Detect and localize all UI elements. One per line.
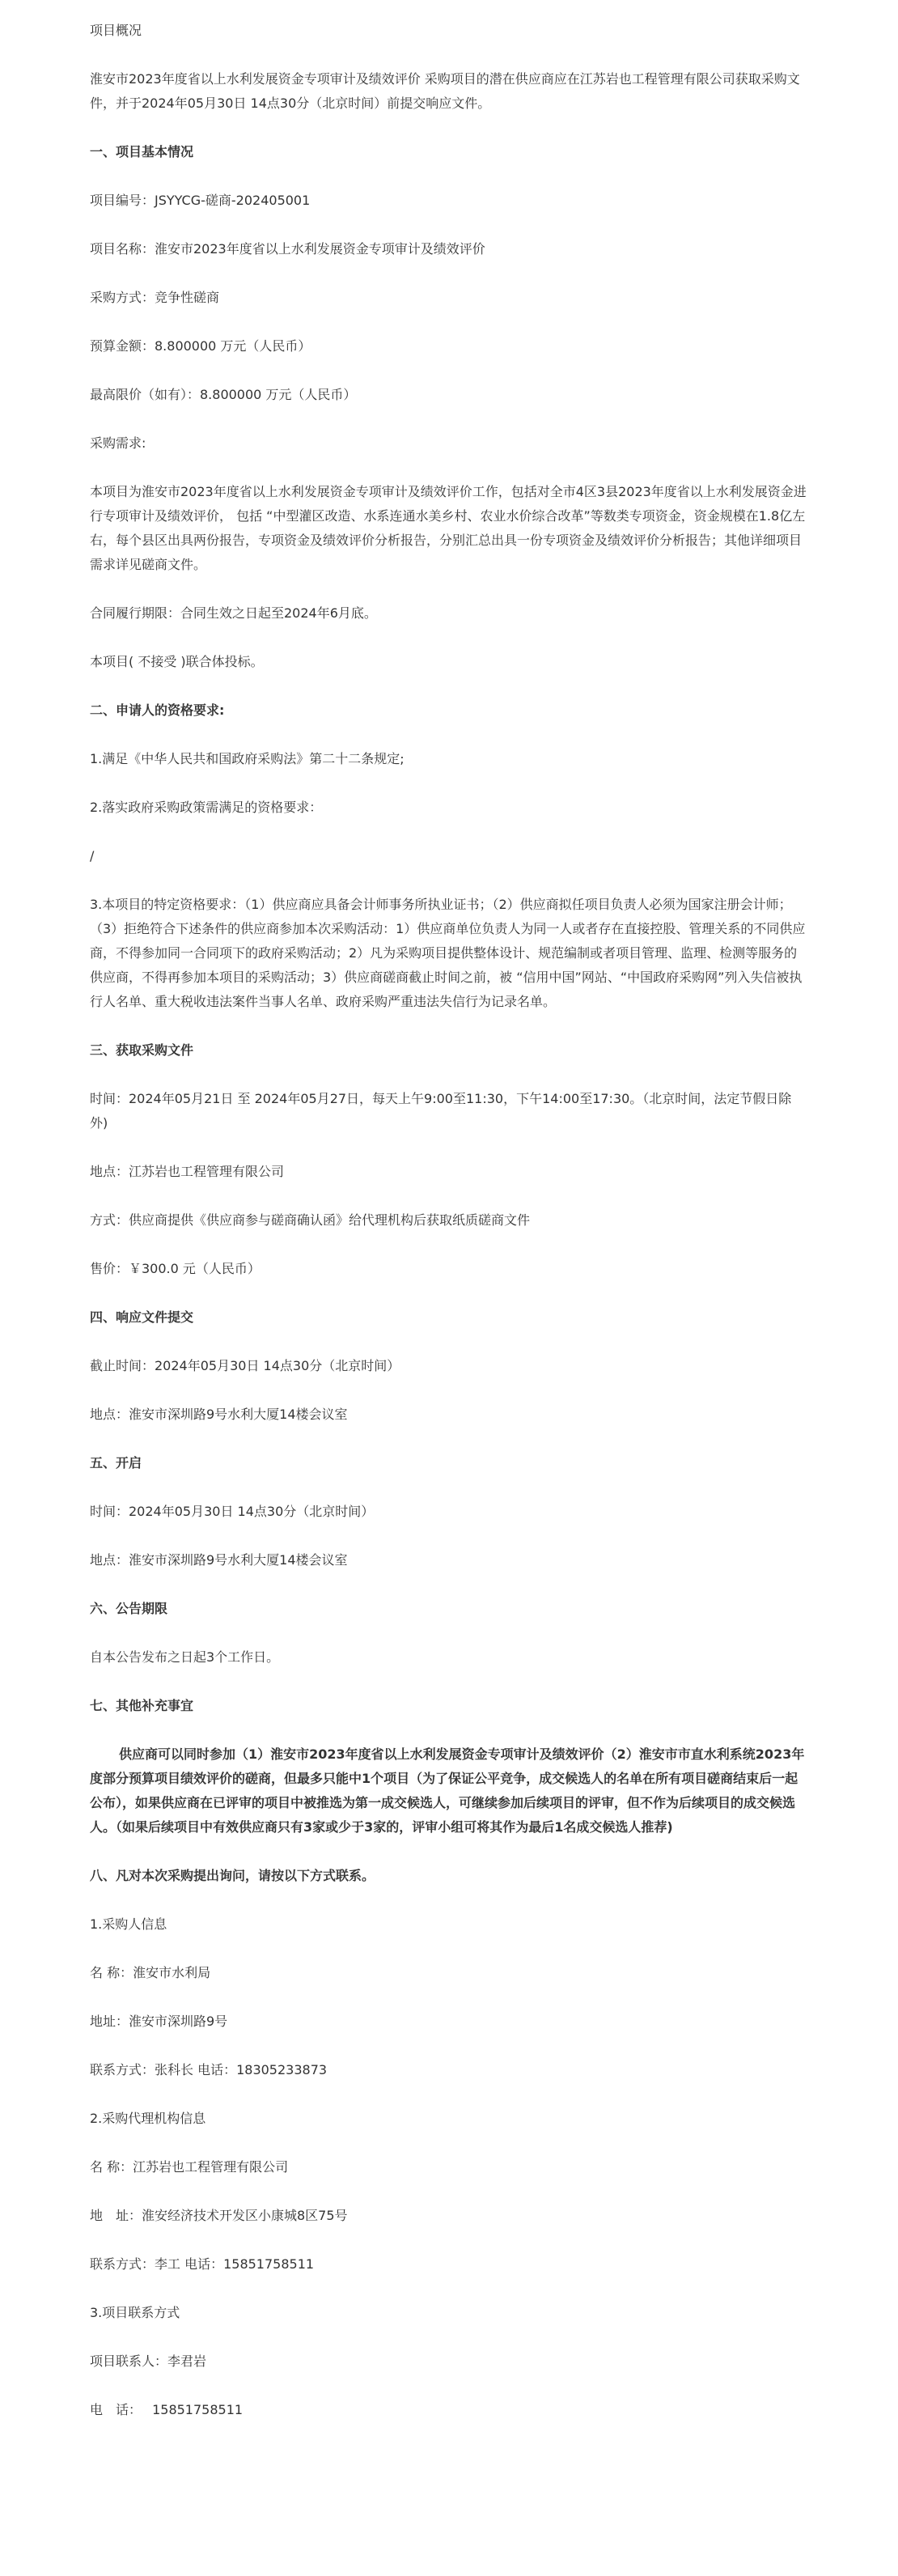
submission-deadline: 截止时间：2024年05月30日 14点30分（北京时间） — [90, 1358, 400, 1373]
overview-title: 项目概况 — [90, 23, 142, 38]
buyer-info-label: 1.采购人信息 — [90, 1916, 167, 1932]
overview-text: 淮安市2023年度省以上水利发展资金专项审计及绩效评价 采购项目的潜在供应商应在江苏岩也工程管理有限公司获取采购文件，并于2024年05月30日 14点30分（北京时间）前提交响应文件。 — [90, 71, 800, 111]
buyer-name: 名 称：淮安市水利局 — [90, 1965, 211, 1980]
obtain-place: 地点：江苏岩也工程管理有限公司 — [90, 1164, 285, 1179]
section-8-heading: 八、凡对本次采购提出询问，请按以下方式联系。 — [90, 1868, 375, 1883]
agent-info-label: 2.采购代理机构信息 — [90, 2111, 206, 2126]
buyer-contact: 联系方式：张科长 电话：18305233873 — [90, 2062, 328, 2077]
section-7-heading: 七、其他补充事宜 — [90, 1698, 194, 1713]
opening-place: 地点：淮安市深圳路9号水利大厦14楼会议室 — [90, 1552, 348, 1568]
section-4-heading: 四、响应文件提交 — [90, 1309, 194, 1325]
agent-contact: 联系方式：李工 电话：15851758511 — [90, 2256, 315, 2272]
project-contact-phone: 电 话： 15851758511 — [90, 2402, 244, 2417]
section-1-heading: 一、项目基本情况 — [90, 144, 194, 159]
project-contact-label: 3.项目联系方式 — [90, 2305, 180, 2320]
max-price: 最高限价（如有）：8.800000 万元（人民币） — [90, 387, 357, 402]
project-contact-person: 项目联系人：李君岩 — [90, 2353, 207, 2369]
procurement-method: 采购方式：竞争性磋商 — [90, 290, 220, 305]
document-price: 售价：￥300.0 元（人民币） — [90, 1261, 261, 1276]
section-3-heading: 三、获取采购文件 — [90, 1042, 194, 1058]
obtain-time: 时间：2024年05月21日 至 2024年05月27日，每天上午9:00至11:30，下午14:00至17:30。（北京时间，法定节假日除外) — [90, 1091, 792, 1131]
qualification-item-2: 2.落实政府采购政策需满足的资格要求： — [90, 800, 323, 815]
requirements-text: 本项目为淮安市2023年度省以上水利发展资金专项审计及绩效评价工作，包括对全市4区3县2023年度省以上水利发展资金进行专项审计及绩效评价， 包括 “中型灌区改造、水系连通水美乡村、农业水价综合改革”等数类专项资金，资金规模在1.8亿左右，每个县区出具两份报告，专项资金及绩效评价分析报告，分别汇总出具一份专项资金及绩效评价分析报告；其他详细项目需求详见磋商文件。 — [90, 484, 807, 572]
announcement-period: 自本公告发布之日起3个工作日。 — [90, 1649, 280, 1665]
qualification-item-1: 1.满足《中华人民共和国政府采购法》第二十二条规定; — [90, 751, 405, 766]
agent-name: 名 称：江苏岩也工程管理有限公司 — [90, 2159, 289, 2175]
agent-address: 地 址：淮安经济技术开发区小康城8区75号 — [90, 2208, 348, 2223]
consortium-note: 本项目( 不接受 )联合体投标。 — [90, 654, 264, 669]
requirements-label: 采购需求: — [90, 435, 146, 451]
opening-time: 时间：2024年05月30日 14点30分（北京时间） — [90, 1504, 375, 1519]
obtain-way: 方式：供应商提供《供应商参与磋商确认函》给代理机构后获取纸质磋商文件 — [90, 1212, 531, 1228]
qualification-slash: / — [90, 848, 95, 864]
section-2-heading: 二、申请人的资格要求: — [90, 702, 225, 718]
project-name: 项目名称：淮安市2023年度省以上水利发展资金专项审计及绩效评价 — [90, 241, 485, 257]
budget-amount: 预算金额：8.800000 万元（人民币） — [90, 338, 311, 354]
submission-place: 地点：淮安市深圳路9号水利大厦14楼会议室 — [90, 1407, 348, 1422]
supplementary-notes: 供应商可以同时参加（1）淮安市2023年度省以上水利发展资金专项审计及绩效评价（2）淮安市市直水利系统2023年度部分预算项目绩效评价的磋商，但最多只能中1个项目（为了保证公平竞争，成交候选人的名单在所有项目磋商结束后一起公布），如果供应商在已评审的项目中被推选为第一成交候选人，可继续参加后续项目的评审，但不作为后续项目的成交候选人。（如果后续项目中有效供应商只有3家或少于3家的，评审小组可将其作为最后1名成交候选人推荐) — [90, 1746, 805, 1835]
section-6-heading: 六、公告期限 — [90, 1601, 168, 1616]
project-number: 项目编号：JSYYCG-磋商-202405001 — [90, 193, 311, 208]
buyer-address: 地址：淮安市深圳路9号 — [90, 2014, 228, 2029]
qualification-item-3: 3.本项目的特定资格要求：（1）供应商应具备会计师事务所执业证书；（2）供应商拟任项目负责人必须为国家注册会计师；（3）拒绝符合下述条件的供应商参加本次采购活动：1）供应商单位负责人为同一人或者存在直接控股、管理关系的不同供应商，不得参加同一合同项下的政府采购活动；2）凡为采购项目提供整体设计、规范编制或者项目管理、监理、检测等服务的供应商，不得再参加本项目的采购活动；3）供应商磋商截止时间之前，被 “信用中国”网站、“中国政府采购网”列入失信被执行人名单、重大税收违法案件当事人名单、政府采购严重违法失信行为记录名单。 — [90, 897, 806, 1009]
section-5-heading: 五、开启 — [90, 1455, 142, 1470]
contract-period: 合同履行期限：合同生效之日起至2024年6月底。 — [90, 605, 377, 621]
